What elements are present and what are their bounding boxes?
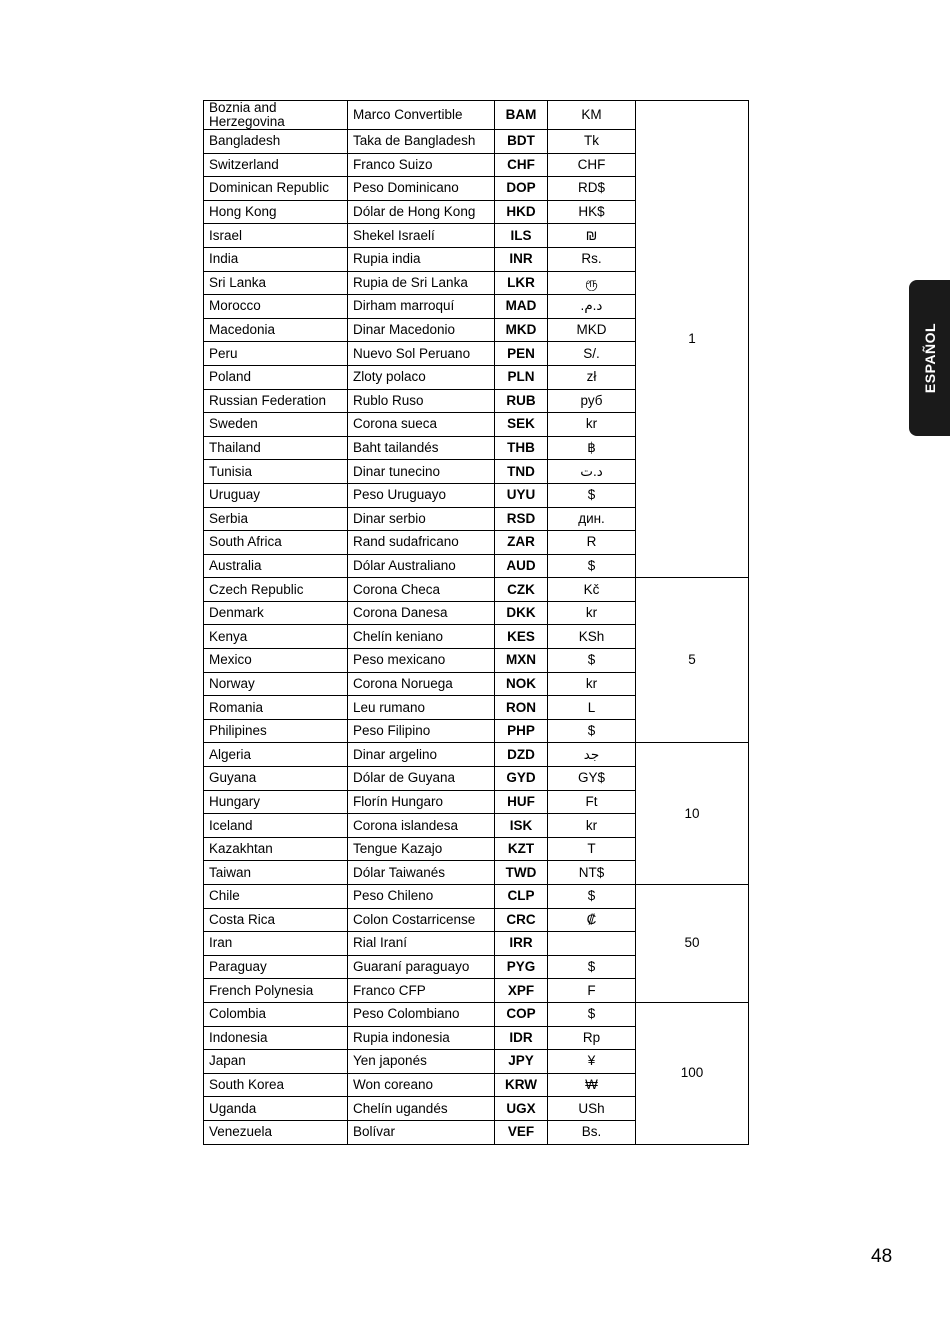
- currency-symbol-cell: [548, 932, 636, 956]
- currency-name-cell: Yen japonés: [348, 1050, 495, 1074]
- country-cell: Norway: [204, 672, 348, 696]
- currency-symbol-cell: S/.: [548, 342, 636, 366]
- currency-code-cell: RSD: [495, 507, 548, 531]
- currency-symbol-cell: $: [548, 955, 636, 979]
- currency-symbol-cell: $: [548, 1002, 636, 1026]
- page-number: 48: [871, 1246, 893, 1267]
- currency-code-cell: PLN: [495, 365, 548, 389]
- currency-name-cell: Dirham marroquí: [348, 295, 495, 319]
- currency-code-cell: JPY: [495, 1050, 548, 1074]
- currency-symbol-cell: руб: [548, 389, 636, 413]
- group-value-cell: 5: [636, 578, 749, 743]
- currency-name-cell: Dólar de Guyana: [348, 767, 495, 791]
- country-cell: Colombia: [204, 1002, 348, 1026]
- currency-symbol-cell: RD$: [548, 177, 636, 201]
- country-cell: Costa Rica: [204, 908, 348, 932]
- currency-symbol-cell: kr: [548, 672, 636, 696]
- country-cell: Kazakhtan: [204, 837, 348, 861]
- currency-name-cell: Peso mexicano: [348, 649, 495, 673]
- currency-name-cell: Peso Chileno: [348, 885, 495, 909]
- currency-symbol-cell: Kč: [548, 578, 636, 602]
- country-cell: South Korea: [204, 1073, 348, 1097]
- currency-symbol-cell: Rp: [548, 1026, 636, 1050]
- currency-code-cell: DZD: [495, 743, 548, 767]
- currency-name-cell: Rupia indonesia: [348, 1026, 495, 1050]
- currency-symbol-cell: Rs.: [548, 247, 636, 271]
- currency-symbol-cell: kr: [548, 601, 636, 625]
- country-cell: Kenya: [204, 625, 348, 649]
- currency-symbol-cell: KM: [548, 101, 636, 130]
- currency-name-cell: Dinar argelino: [348, 743, 495, 767]
- group-value-cell: 10: [636, 743, 749, 885]
- currency-name-cell: Dólar de Hong Kong: [348, 200, 495, 224]
- country-cell: Romania: [204, 696, 348, 720]
- currency-name-cell: Dinar serbio: [348, 507, 495, 531]
- currency-code-cell: BAM: [495, 101, 548, 130]
- country-cell: Chile: [204, 885, 348, 909]
- country-cell: Australia: [204, 554, 348, 578]
- currency-symbol-cell: zł: [548, 365, 636, 389]
- country-cell: India: [204, 247, 348, 271]
- currency-symbol-cell: дин.: [548, 507, 636, 531]
- currency-symbol-cell: R: [548, 531, 636, 555]
- currency-code-cell: MKD: [495, 318, 548, 342]
- currency-name-cell: Dinar tunecino: [348, 460, 495, 484]
- country-cell: Taiwan: [204, 861, 348, 885]
- currency-code-cell: HKD: [495, 200, 548, 224]
- currency-symbol-cell: T: [548, 837, 636, 861]
- currency-name-cell: Rublo Ruso: [348, 389, 495, 413]
- currency-code-cell: MXN: [495, 649, 548, 673]
- country-cell: Algeria: [204, 743, 348, 767]
- currency-code-cell: ISK: [495, 814, 548, 838]
- currency-code-cell: DOP: [495, 177, 548, 201]
- currency-symbol-cell: ரூ: [548, 271, 636, 295]
- group-value-cell: 50: [636, 885, 749, 1003]
- currency-symbol-cell: NT$: [548, 861, 636, 885]
- language-tab-label: ESPAÑOL: [921, 322, 938, 394]
- currency-symbol-cell: USh: [548, 1097, 636, 1121]
- country-cell: Serbia: [204, 507, 348, 531]
- currency-name-cell: Peso Uruguayo: [348, 483, 495, 507]
- currency-code-cell: INR: [495, 247, 548, 271]
- currency-symbol-cell: kr: [548, 413, 636, 437]
- currency-code-cell: IRR: [495, 932, 548, 956]
- currency-code-cell: GYD: [495, 767, 548, 791]
- currency-code-cell: AUD: [495, 554, 548, 578]
- table-row: [204, 885, 749, 909]
- currency-symbol-cell: Ft: [548, 790, 636, 814]
- currency-code-cell: UYU: [495, 483, 548, 507]
- country-cell: Russian Federation: [204, 389, 348, 413]
- currency-name-cell: Taka de Bangladesh: [348, 130, 495, 154]
- currency-name-cell: Guaraní paraguayo: [348, 955, 495, 979]
- country-cell: Hungary: [204, 790, 348, 814]
- currency-code-cell: BDT: [495, 130, 548, 154]
- table-row: [204, 578, 749, 602]
- currency-code-cell: PYG: [495, 955, 548, 979]
- country-cell: Peru: [204, 342, 348, 366]
- currency-symbol-cell: $: [548, 885, 636, 909]
- country-cell: Sweden: [204, 413, 348, 437]
- country-cell: Guyana: [204, 767, 348, 791]
- currency-name-cell: Chelín keniano: [348, 625, 495, 649]
- currency-symbol-cell: GY$: [548, 767, 636, 791]
- country-cell: Mexico: [204, 649, 348, 673]
- country-cell: Hong Kong: [204, 200, 348, 224]
- currency-name-cell: Leu rumano: [348, 696, 495, 720]
- currency-code-cell: DKK: [495, 601, 548, 625]
- currency-name-cell: Marco Convertible: [348, 101, 495, 130]
- currency-symbol-cell: kr: [548, 814, 636, 838]
- currency-name-cell: Zloty polaco: [348, 365, 495, 389]
- currency-code-cell: RON: [495, 696, 548, 720]
- currency-name-cell: Dólar Taiwanés: [348, 861, 495, 885]
- currency-name-cell: Dólar Australiano: [348, 554, 495, 578]
- currency-table: [203, 100, 749, 1145]
- currency-symbol-cell: ₪: [548, 224, 636, 248]
- country-cell: Iran: [204, 932, 348, 956]
- currency-name-cell: Corona islandesa: [348, 814, 495, 838]
- currency-code-cell: LKR: [495, 271, 548, 295]
- currency-name-cell: Shekel Israelí: [348, 224, 495, 248]
- currency-symbol-cell: د.ت: [548, 460, 636, 484]
- currency-symbol-cell: Tk: [548, 130, 636, 154]
- currency-code-cell: SEK: [495, 413, 548, 437]
- currency-symbol-cell: ₩: [548, 1073, 636, 1097]
- currency-code-cell: CLP: [495, 885, 548, 909]
- country-cell: Venezuela: [204, 1120, 348, 1144]
- currency-symbol-cell: F: [548, 979, 636, 1003]
- country-cell: Thailand: [204, 436, 348, 460]
- currency-symbol-cell: HK$: [548, 200, 636, 224]
- currency-code-cell: MAD: [495, 295, 548, 319]
- currency-code-cell: PEN: [495, 342, 548, 366]
- table-row: [204, 743, 749, 767]
- currency-name-cell: Franco CFP: [348, 979, 495, 1003]
- currency-name-cell: Rand sudafricano: [348, 531, 495, 555]
- currency-symbol-cell: جد: [548, 743, 636, 767]
- currency-code-cell: COP: [495, 1002, 548, 1026]
- table-row: [204, 1002, 749, 1026]
- country-cell: Czech Republic: [204, 578, 348, 602]
- currency-name-cell: Bolívar: [348, 1120, 495, 1144]
- language-side-tab: [909, 280, 950, 436]
- currency-code-cell: UGX: [495, 1097, 548, 1121]
- country-cell: Macedonia: [204, 318, 348, 342]
- country-cell: Iceland: [204, 814, 348, 838]
- currency-symbol-cell: $: [548, 483, 636, 507]
- currency-name-cell: Peso Filipino: [348, 719, 495, 743]
- currency-name-cell: Rial Iraní: [348, 932, 495, 956]
- currency-name-cell: Corona sueca: [348, 413, 495, 437]
- currency-code-cell: KRW: [495, 1073, 548, 1097]
- currency-table-body: [204, 101, 749, 1145]
- currency-code-cell: CZK: [495, 578, 548, 602]
- currency-code-cell: NOK: [495, 672, 548, 696]
- currency-name-cell: Peso Colombiano: [348, 1002, 495, 1026]
- country-cell: Denmark: [204, 601, 348, 625]
- currency-code-cell: ILS: [495, 224, 548, 248]
- currency-symbol-cell: $: [548, 554, 636, 578]
- currency-symbol-cell: ¥: [548, 1050, 636, 1074]
- country-cell: Dominican Republic: [204, 177, 348, 201]
- currency-name-cell: Rupia de Sri Lanka: [348, 271, 495, 295]
- currency-name-cell: Corona Checa: [348, 578, 495, 602]
- table-row: [204, 101, 749, 130]
- country-cell: Uganda: [204, 1097, 348, 1121]
- group-value-cell: 1: [636, 101, 749, 578]
- country-cell: Uruguay: [204, 483, 348, 507]
- currency-symbol-cell: .د.م: [548, 295, 636, 319]
- currency-code-cell: KES: [495, 625, 548, 649]
- currency-code-cell: HUF: [495, 790, 548, 814]
- country-cell: Morocco: [204, 295, 348, 319]
- country-cell: Tunisia: [204, 460, 348, 484]
- currency-symbol-cell: MKD: [548, 318, 636, 342]
- country-cell: Bangladesh: [204, 130, 348, 154]
- currency-name-cell: Corona Noruega: [348, 672, 495, 696]
- currency-name-cell: Baht tailandés: [348, 436, 495, 460]
- country-cell: Boznia and Herzegovina: [204, 101, 348, 130]
- currency-code-cell: VEF: [495, 1120, 548, 1144]
- country-cell: Paraguay: [204, 955, 348, 979]
- country-cell: Sri Lanka: [204, 271, 348, 295]
- currency-code-cell: TND: [495, 460, 548, 484]
- currency-code-cell: RUB: [495, 389, 548, 413]
- currency-symbol-cell: Bs.: [548, 1120, 636, 1144]
- currency-code-cell: XPF: [495, 979, 548, 1003]
- currency-symbol-cell: $: [548, 649, 636, 673]
- country-cell: Poland: [204, 365, 348, 389]
- currency-symbol-cell: L: [548, 696, 636, 720]
- currency-code-cell: THB: [495, 436, 548, 460]
- currency-code-cell: KZT: [495, 837, 548, 861]
- currency-name-cell: Won coreano: [348, 1073, 495, 1097]
- currency-name-cell: Peso Dominicano: [348, 177, 495, 201]
- currency-name-cell: Florín Hungaro: [348, 790, 495, 814]
- country-cell: Philipines: [204, 719, 348, 743]
- currency-symbol-cell: ฿: [548, 436, 636, 460]
- currency-name-cell: Colon Costarricense: [348, 908, 495, 932]
- currency-code-cell: TWD: [495, 861, 548, 885]
- currency-code-cell: IDR: [495, 1026, 548, 1050]
- currency-code-cell: CRC: [495, 908, 548, 932]
- group-value-cell: 100: [636, 1002, 749, 1144]
- currency-symbol-cell: $: [548, 719, 636, 743]
- country-cell: Japan: [204, 1050, 348, 1074]
- currency-name-cell: Corona Danesa: [348, 601, 495, 625]
- currency-code-cell: PHP: [495, 719, 548, 743]
- country-cell: Israel: [204, 224, 348, 248]
- country-cell: Switzerland: [204, 153, 348, 177]
- currency-name-cell: Nuevo Sol Peruano: [348, 342, 495, 366]
- currency-symbol-cell: ₡: [548, 908, 636, 932]
- currency-symbol-cell: CHF: [548, 153, 636, 177]
- currency-name-cell: Dinar Macedonio: [348, 318, 495, 342]
- country-cell: Indonesia: [204, 1026, 348, 1050]
- country-cell: South Africa: [204, 531, 348, 555]
- currency-name-cell: Chelín ugandés: [348, 1097, 495, 1121]
- currency-symbol-cell: KSh: [548, 625, 636, 649]
- currency-name-cell: Tengue Kazajo: [348, 837, 495, 861]
- country-cell: French Polynesia: [204, 979, 348, 1003]
- currency-code-cell: CHF: [495, 153, 548, 177]
- currency-code-cell: ZAR: [495, 531, 548, 555]
- currency-name-cell: Rupia india: [348, 247, 495, 271]
- currency-name-cell: Franco Suizo: [348, 153, 495, 177]
